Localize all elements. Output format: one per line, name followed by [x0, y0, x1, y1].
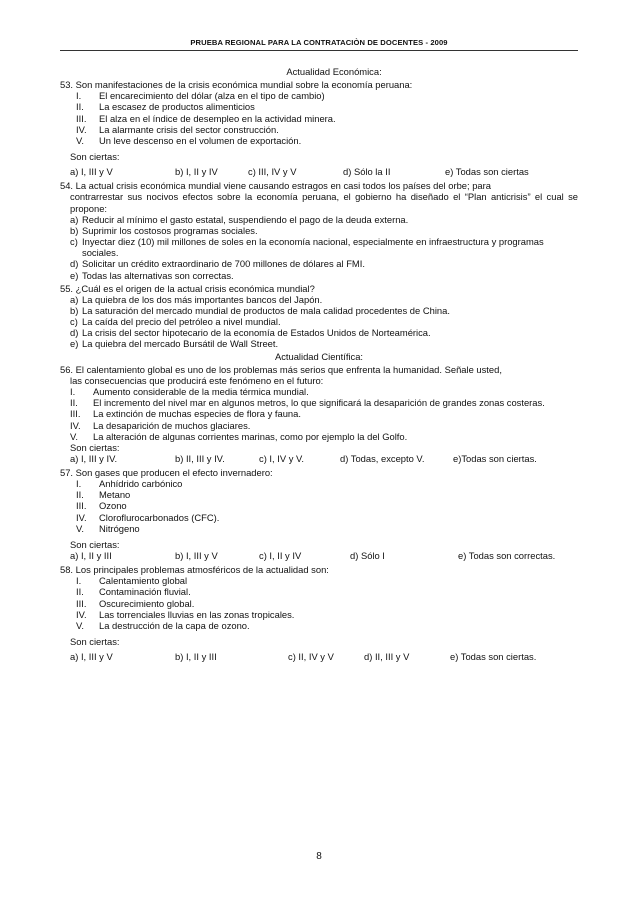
statement-label: V. — [76, 619, 84, 631]
answer-option-d: d) Sólo I — [350, 550, 385, 562]
statement-text: Anhídrido carbónico — [99, 478, 183, 490]
statement-item — [60, 101, 578, 112]
answer-label: c) — [70, 236, 78, 248]
statement-text: Ozono — [99, 500, 127, 512]
answer-label: b) — [70, 304, 79, 316]
statement-item — [60, 397, 578, 408]
statement-label: III. — [76, 112, 87, 124]
question-54-text — [60, 180, 578, 213]
page-number: 8 — [316, 851, 322, 862]
answer-option-e: e) Todas son ciertas. — [450, 651, 537, 663]
answer-item — [60, 214, 578, 225]
statement-label: I. — [76, 478, 82, 490]
answer-text: Reducir al mínimo el gasto estatal, suspendiendo el pago de la deuda externa. — [82, 213, 409, 225]
statement-label: I. — [76, 90, 82, 102]
question-58-text: 58. Los principales problemas atmosféricos de la actualidad son: — [60, 564, 329, 576]
question-56-text-rest: las consecuencias que producirá este fenómeno en el futuro: — [70, 374, 324, 386]
statement-item — [60, 420, 578, 431]
statement-label: II. — [76, 586, 84, 598]
statement-item — [60, 113, 578, 124]
statement-item — [60, 489, 578, 500]
answer-text: Inyectar diez (10) mil millones de soles en la economía nacional, especialmente en infraestructura y programas sociales. — [82, 236, 544, 259]
statement-item — [60, 620, 578, 631]
page-content — [60, 66, 578, 663]
answer-text: Todas las alternativas son correctas. — [82, 269, 234, 281]
statement-text: El alza en el índice de desempleo en la actividad minera. — [99, 112, 336, 124]
statement-text: Un leve descenso en el volumen de exportación. — [99, 134, 302, 146]
statement-text: La desaparición de muchos glaciares. — [93, 419, 251, 431]
statement-item — [60, 124, 578, 135]
statement-text: La destrucción de la capa de ozono. — [99, 619, 250, 631]
answer-options-row — [60, 453, 578, 465]
answer-label: b) — [70, 224, 79, 236]
statement-item — [60, 431, 578, 442]
answer-option-c: c) I, IV y V. — [259, 453, 304, 464]
answer-text: La quiebra del mercado Bursátil de Wall Street. — [82, 338, 279, 350]
answer-item — [60, 270, 578, 281]
answer-label: c) — [70, 316, 78, 328]
answer-option-a: a) I, III y IV. — [70, 453, 118, 464]
statement-text: Metano — [99, 489, 131, 501]
answer-text: La quiebra de los dos más importantes bancos del Japón. — [82, 293, 323, 305]
answer-option-a: a) I, III y V — [70, 166, 113, 178]
statement-text: Contaminación fluvial. — [99, 586, 191, 598]
page-header: PRUEBA REGIONAL PARA LA CONTRATACIÒN DE DOCENTES - 2009 — [60, 38, 578, 51]
answer-item — [60, 258, 578, 269]
question-56-text-line1: 56. El calentamiento global es uno de los problemas más serios que enfrenta la humanidad. Señale usted, — [60, 363, 502, 375]
answer-option-c: c) II, IV y V — [288, 651, 334, 663]
statement-text: Oscurecimiento global. — [99, 597, 195, 609]
statement-label: I. — [76, 575, 82, 587]
answer-option-d: d) Sólo la II — [343, 166, 391, 178]
answer-text: La saturación del mercado mundial de productos de mala calidad procedentes de China. — [82, 304, 450, 316]
answer-text: Solicitar un crédito extraordinario de 700 millones de dólares al FMI. — [82, 258, 365, 270]
answer-option-b: b) I, III y V — [175, 550, 218, 562]
answer-item — [60, 236, 578, 258]
statement-text: Calentamiento global — [99, 575, 188, 587]
statement-label: III. — [76, 500, 87, 512]
answer-option-c: c) I, II y IV — [259, 550, 302, 562]
answer-option-e: e)Todas son ciertas. — [453, 453, 537, 464]
question-54-text-rest: contrarrestar sus nocivos efectos sobre la economía peruana, el gobierno ha diseñado el “Plan anticrisis” el cual se propone: — [70, 191, 578, 214]
section-title-economica: Actualidad Económica: — [286, 66, 382, 77]
answer-item — [60, 294, 578, 305]
statement-label: IV. — [76, 608, 87, 620]
answer-option-b: b) II, III y IV. — [175, 453, 225, 464]
statement-text: La escasez de productos alimenticios — [99, 101, 255, 113]
statement-label: I. — [70, 386, 76, 398]
statement-text: Nitrógeno — [99, 522, 140, 534]
statement-label: II. — [70, 397, 78, 409]
statement-text: El incremento del nivel mar en algunos metros, lo que significará la desaparición de grandes zonas costeras. — [93, 397, 545, 409]
answer-option-a: a) I, II y III — [70, 550, 112, 562]
answer-item — [60, 338, 578, 349]
statement-label: IV. — [70, 419, 81, 431]
answer-option-b: b) I, II y III — [175, 651, 217, 663]
statement-item — [60, 575, 578, 586]
statement-item — [60, 609, 578, 620]
statement-text: La extinción de muchas especies de flora y fauna. — [93, 408, 301, 420]
answer-option-e: e) Todas son correctas. — [458, 550, 556, 562]
answer-option-e: e) Todas son ciertas — [445, 166, 529, 178]
question-53 — [60, 79, 578, 178]
son-ciertas-label: Son ciertas: — [70, 636, 120, 648]
question-57-text: 57. Son gases que producen el efecto invernadero: — [60, 467, 273, 478]
statement-label: III. — [70, 408, 81, 420]
answer-item — [60, 327, 578, 338]
question-53-text: 53. Son manifestaciones de la crisis económica mundial sobre la economía peruana: — [60, 79, 413, 91]
statement-label: II. — [76, 489, 84, 501]
answer-option-b: b) I, II y IV — [175, 166, 218, 178]
statement-item — [60, 90, 578, 101]
son-ciertas-label: Son ciertas: — [70, 151, 120, 163]
statement-text: La alarmante crisis del sector construcción. — [99, 123, 279, 135]
question-58 — [60, 564, 578, 663]
statement-label: IV. — [76, 123, 87, 135]
question-56 — [60, 364, 578, 465]
statement-text: Cloroflurocarbonados (CFC). — [99, 511, 220, 523]
answer-option-d: d) Todas, excepto V. — [340, 453, 425, 464]
statement-item — [60, 598, 578, 609]
statement-label: V. — [76, 522, 84, 534]
answer-options-row — [60, 166, 578, 178]
statement-item — [60, 478, 578, 489]
question-55 — [60, 283, 578, 350]
son-ciertas-label: Son ciertas: — [70, 538, 120, 550]
answer-label: a) — [70, 213, 79, 225]
statement-text: El encarecimiento del dólar (alza en el tipo de cambio) — [99, 90, 325, 102]
answer-option-d: d) II, III y V — [364, 651, 410, 663]
statement-text: La alteración de algunas corrientes marinas, como por ejemplo la del Golfo. — [93, 430, 408, 442]
statement-item — [60, 386, 578, 397]
answer-option-c: c) III, IV y V — [248, 166, 297, 178]
question-57 — [60, 467, 578, 562]
answer-text: Suprimir los costosos programas sociales. — [82, 224, 258, 236]
answer-item — [60, 225, 578, 236]
statement-item — [60, 500, 578, 511]
answer-text: La caída del precio del petróleo a nivel mundial. — [82, 316, 281, 328]
statement-item — [60, 512, 578, 523]
statement-label: III. — [76, 597, 87, 609]
statement-label: V. — [76, 134, 84, 146]
statement-label: V. — [70, 430, 78, 442]
statement-item — [60, 408, 578, 419]
answer-option-a: a) I, III y V — [70, 651, 113, 663]
statement-text: Las torrenciales lluvias en las zonas tropicales. — [99, 608, 295, 620]
section-title-cientifica: Actualidad Científica: — [274, 350, 364, 362]
answer-label: d) — [70, 327, 79, 339]
answer-label: e) — [70, 269, 79, 281]
statement-item — [60, 135, 578, 146]
son-ciertas-label: Son ciertas: — [70, 441, 120, 453]
answer-item — [60, 316, 578, 327]
statement-item — [60, 586, 578, 597]
question-55-text: 55. ¿Cuál es el origen de la actual crisis económica mundial? — [60, 282, 315, 294]
question-54-text-line1: 54. La actual crisis económica mundial viene causando estragos en casi todos los países del orbe; para — [60, 180, 491, 192]
answer-label: a) — [70, 293, 79, 305]
answer-options-row — [60, 550, 578, 562]
answer-item — [60, 305, 578, 316]
question-56-text — [60, 364, 578, 386]
statement-text: Aumento considerable de la media térmica mundial. — [93, 386, 309, 398]
answer-label: d) — [70, 258, 79, 270]
statement-item — [60, 523, 578, 534]
statement-label: IV. — [76, 511, 87, 523]
statement-label: II. — [76, 101, 84, 113]
answer-options-row — [60, 651, 578, 663]
question-54 — [60, 180, 578, 280]
answer-label: e) — [70, 338, 79, 350]
answer-text: La crisis del sector hipotecario de la economía de Estados Unidos de Norteamérica. — [82, 327, 431, 339]
